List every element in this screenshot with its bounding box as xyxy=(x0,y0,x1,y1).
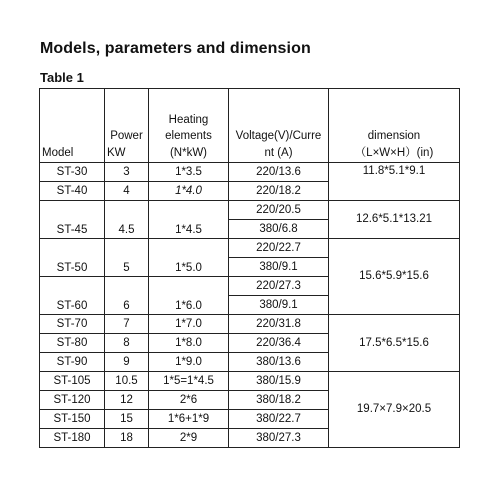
heating-cell: 1*6.0 xyxy=(149,276,229,314)
header-dimension: dimension xyxy=(329,89,460,144)
header-dimension-unit: （L×W×H）(in) xyxy=(329,144,460,163)
heating-cell: 1*7.0 xyxy=(149,314,229,333)
voltage-cell: 220/36.4 xyxy=(229,333,329,352)
model-cell: ST-40 xyxy=(40,181,105,200)
page-title: Models, parameters and dimension xyxy=(40,40,311,57)
voltage-cell: 380/6.8 xyxy=(229,219,329,238)
voltage-cell: 380/9.1 xyxy=(229,257,329,276)
dimension-cell: 17.5*6.5*15.6 xyxy=(329,314,460,371)
voltage-cell: 380/15.9 xyxy=(229,371,329,390)
header-voltage: Voltage(V)/Curre xyxy=(229,89,329,144)
header-row-2 xyxy=(40,144,460,163)
voltage-cell: 220/18.2 xyxy=(229,181,329,200)
table-caption: Table 1 xyxy=(40,70,84,85)
power-cell: 5 xyxy=(105,238,149,276)
heating-cell: 1*4.5 xyxy=(149,200,229,238)
voltage-cell: 380/18.2 xyxy=(229,390,329,409)
power-cell: 10.5 xyxy=(105,371,149,390)
power-cell: 4 xyxy=(105,181,149,200)
model-cell: ST-45 xyxy=(40,200,105,238)
model-cell: ST-50 xyxy=(40,238,105,276)
spec-table xyxy=(39,88,460,448)
header-power-unit: KW xyxy=(105,144,149,163)
power-cell: 7 xyxy=(105,314,149,333)
model-cell: ST-105 xyxy=(40,371,105,390)
table-row xyxy=(40,200,460,219)
model-cell: ST-30 xyxy=(40,162,105,181)
header-heating-line2: elements xyxy=(165,129,212,142)
power-cell: 18 xyxy=(105,428,149,447)
heating-cell: 2*6 xyxy=(149,390,229,409)
model-cell: ST-90 xyxy=(40,352,105,371)
power-cell: 3 xyxy=(105,162,149,181)
power-cell: 15 xyxy=(105,409,149,428)
table-row xyxy=(40,314,460,333)
model-cell: ST-150 xyxy=(40,409,105,428)
model-cell: ST-60 xyxy=(40,276,105,314)
voltage-cell: 220/27.3 xyxy=(229,276,329,295)
table-row xyxy=(40,162,460,181)
voltage-cell: 220/13.6 xyxy=(229,162,329,181)
dimension-cell: 15.6*5.9*15.6 xyxy=(329,238,460,314)
header-model-top xyxy=(40,89,105,144)
heating-cell: 1*4.0 xyxy=(149,181,229,200)
heating-cell: 1*5.0 xyxy=(149,238,229,276)
table-row xyxy=(40,371,460,390)
dimension-cell: 11.8*5.1*9.1 xyxy=(329,162,460,200)
header-voltage-unit: nt (A) xyxy=(229,144,329,163)
header-model: Model xyxy=(40,144,105,163)
heating-cell: 1*9.0 xyxy=(149,352,229,371)
voltage-cell: 220/20.5 xyxy=(229,200,329,219)
voltage-cell: 220/31.8 xyxy=(229,314,329,333)
model-cell: ST-70 xyxy=(40,314,105,333)
header-heating-line1: Heating xyxy=(168,113,209,126)
model-cell: ST-80 xyxy=(40,333,105,352)
power-cell: 9 xyxy=(105,352,149,371)
dimension-cell: 19.7×7.9×20.5 xyxy=(329,371,460,447)
header-row-1 xyxy=(40,89,460,144)
power-cell: 6 xyxy=(105,276,149,314)
dimension-cell: 12.6*5.1*13.21 xyxy=(329,200,460,238)
header-heating xyxy=(149,89,229,144)
power-cell: 12 xyxy=(105,390,149,409)
voltage-cell: 380/22.7 xyxy=(229,409,329,428)
header-heating-unit: (N*kW) xyxy=(149,144,229,163)
heating-cell: 1*3.5 xyxy=(149,162,229,181)
heating-cell: 1*6+1*9 xyxy=(149,409,229,428)
model-cell: ST-180 xyxy=(40,428,105,447)
voltage-cell: 380/9.1 xyxy=(229,295,329,314)
voltage-cell: 380/27.3 xyxy=(229,428,329,447)
heating-cell: 1*8.0 xyxy=(149,333,229,352)
table-row xyxy=(40,238,460,257)
header-power: Power xyxy=(105,89,149,144)
power-cell: 8 xyxy=(105,333,149,352)
heating-cell: 1*5=1*4.5 xyxy=(149,371,229,390)
power-cell: 4.5 xyxy=(105,200,149,238)
heating-cell: 2*9 xyxy=(149,428,229,447)
voltage-cell: 380/13.6 xyxy=(229,352,329,371)
model-cell: ST-120 xyxy=(40,390,105,409)
voltage-cell: 220/22.7 xyxy=(229,238,329,257)
